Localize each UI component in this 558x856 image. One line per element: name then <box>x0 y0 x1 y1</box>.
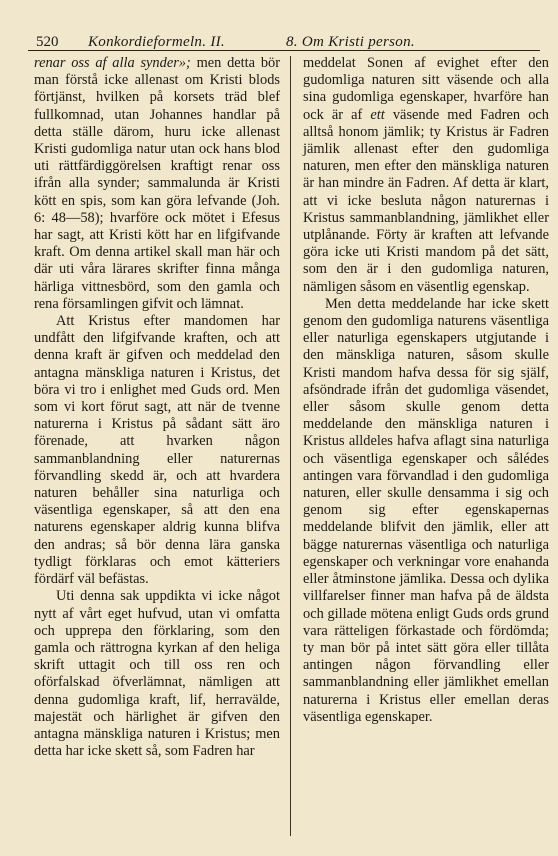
running-title-right: 8. Om Kristi person. <box>286 34 415 50</box>
paragraph-text: men detta bör man förstå icke allenast om Kristi blods förtjänst, hvilken på korsets träd blef fullkomnad, utan Johannes handlar på detta ställe därom, huru icke allenast Kristi gudomliga natur utan ock hans blod uti rättfärdiggörelsen kraftigt renar oss ifrån alla synder; sammalunda är Kristi kött en spis, som kan göra lefvande (Joh. 6: 48—58); hvarföre ock mötet i Efesus har sagt, att Kristi kött har en lifgifvande kraft. Om denna artikel skall man här och där uti våra lärares skrifter finna många härliga vittnesbörd, som den gamla och rena församlingen gifvit och lämnat. <box>34 55 281 312</box>
page-number: 520 <box>36 34 59 50</box>
right-column <box>303 55 549 726</box>
paragraph: Att Kristus efter mandomen har undfått den lifgifvande kraften, och att denna kraft är gifven och meddelad den antagna mänskliga naturen i Kristus, det böra vi tro i enlighet med Guds ord. Men som vi kort förut sagt, att när de tvenne naturerna i Kristus på sådant sätt äro förenade, att hvarken någon sammanblandning eller naturernas förvandling skedd är, och att hvardera naturen behåller sina naturliga och väsentliga egenskaper, så att den ena naturens egenskaper aldrig kunna blifva den andras; så bör denna lära ganska tydligt förklaras och emot kätteriers fördärf väl befästas. <box>34 313 280 588</box>
italic-word: ett <box>370 106 385 123</box>
header-rule <box>28 50 540 51</box>
paragraph-text: väsende med Fadren och alltså honom jämlik; ty Kristus är Fadren jämlik allenast efter den gudomliga naturen, men efter den mänskliga naturen är han mindre än Fadren. Af detta är klart, att vi icke besluta någon naturernas i Kristus sammanblandning, jämlikhet eller utplånande. Förty är kraften att lefvande göra icke uti Kristi mandom på det sätt, som den är i den gudomliga naturen, nämligen såsom en väsentlig egenskap. <box>303 106 549 295</box>
paragraph: Uti denna sak uppdikta vi icke något nytt af vårt eget hufvud, utan vi omfatta och upprepa den förklaring, som den gamla och rättrogna kyrkan af den heliga skrift uttagit och till oss ren och oförfalskad öfverlämnat, nämligen att denna gudomliga kraft, lif, herravälde, majestät och härlighet är gifven den antagna mänskliga naturen i Kristus; men detta har icke skett så, som Fadren har <box>34 588 280 760</box>
page-header <box>36 32 506 52</box>
italic-quote: renar oss af alla synder»; <box>34 55 191 71</box>
paragraph <box>303 55 549 296</box>
paragraph <box>34 55 280 313</box>
paragraph: Men detta meddelande har icke skett genom den gudomliga naturens väsentliga eller naturliga egenskapers utgjutande i den mänskliga naturen, såsom skulle Kristi mandom hafva dessa för sig själf, afsöndrade ifrån det gudomliga väsendet, eller såsom skulle genom detta meddelande den mänskliga naturen i Kristus alldeles hafva aflagt sina naturliga och väsentliga egenskaper och sålédes antingen vara förvandlad i den gudomliga naturen, eller skulle densamma i sig och genom sig efter egenskapernas meddelande blifvit den jämlik, eller att bägge naturernas väsentliga och naturliga egenskaper och verkningar vore enahanda eller åtminstone jämlika. Dessa och dylika villfarelser finner man hafva på de äldsta och gillade mötena enligt Guds ords grund vara rätteligen förkastade och fördömda; ty man bör på intet sätt göra eller tillåta antingen någon förvandling eller sammanblandning eller jämlikhet emellan naturerna i Kristus eller emellan deras väsentliga egenskaper. <box>303 295 549 725</box>
running-title-left: Konkordieformeln. II. <box>88 34 225 50</box>
column-divider <box>290 56 291 836</box>
left-column <box>34 55 280 760</box>
paragraph-text: meddelat Sonen af evighet efter den gudomliga naturen sitt väsende och alla sina gudomliga egenskaper, hvarföre han ock är af <box>303 55 549 123</box>
